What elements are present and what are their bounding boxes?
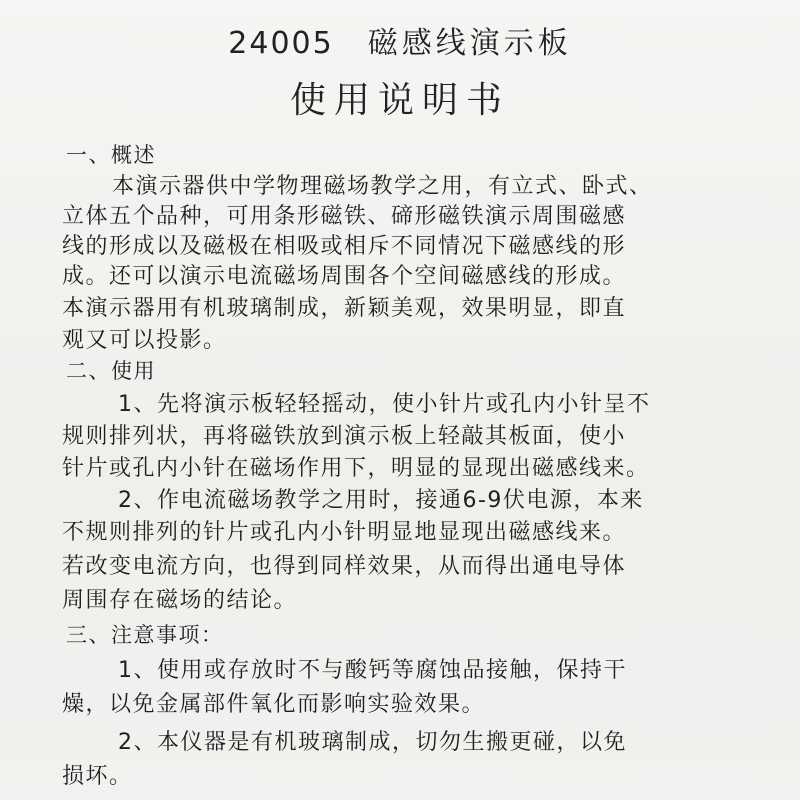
usage-line: 1、先将演示板轻轻摇动，使小针片或孔内小针呈不 bbox=[118, 392, 651, 417]
notes-line: 燥，以免金属部件氧化而影响实验效果。 bbox=[62, 692, 486, 717]
section-heading-overview: 一、概述 bbox=[66, 143, 156, 167]
usage-line: 2、作电流磁场教学之用时，接通6-9伏电源，本来 bbox=[118, 488, 644, 513]
usage-line: 不规则排列的针片或孔内小针明显地显现出磁感线来。 bbox=[62, 520, 627, 545]
usage-line: 针片或孔内小针在磁场作用下，明显的显现出磁感线来。 bbox=[62, 456, 650, 481]
notes-line: 1、使用或存放时不与酸钙等腐蚀品接触，保持干 bbox=[118, 658, 627, 683]
overview-line: 观又可以投影。 bbox=[62, 328, 227, 353]
document-title bbox=[0, 18, 800, 62]
product-code: 24005 bbox=[228, 26, 334, 61]
overview-line: 成。还可以演示电流磁场周围各个空间磁感线的形成。 bbox=[62, 264, 627, 289]
product-name: 磁感线演示板 bbox=[367, 26, 572, 61]
section-heading-notes: 三、注意事项： bbox=[66, 623, 224, 647]
overview-line: 本演示器用有机玻璃制成，新颖美观，效果明显，即直 bbox=[62, 296, 627, 321]
usage-line: 周围存在磁场的结论。 bbox=[62, 588, 298, 613]
overview-line: 立体五个品种，可用条形磁铁、碲形磁铁演示周围磁感 bbox=[62, 204, 627, 229]
usage-line: 若改变电流方向，也得到同样效果，从而得出通电导体 bbox=[62, 554, 627, 579]
overview-line: 线的形成以及磁极在相吸或相斥不同情况下磁感线的形 bbox=[62, 234, 627, 259]
section-heading-usage: 二、使用 bbox=[66, 359, 156, 383]
document-subtitle: 使用说明书 bbox=[289, 80, 510, 121]
notes-line: 2、本仪器是有机玻璃制成，切勿生搬更碰，以免 bbox=[118, 730, 627, 755]
usage-line: 规则排列状，再将磁铁放到演示板上轻敲其板面，使小 bbox=[62, 424, 627, 449]
overview-line: 本演示器供中学物理磁场教学之用，有立式、卧式、 bbox=[112, 174, 653, 199]
notes-line: 损坏。 bbox=[62, 764, 133, 789]
